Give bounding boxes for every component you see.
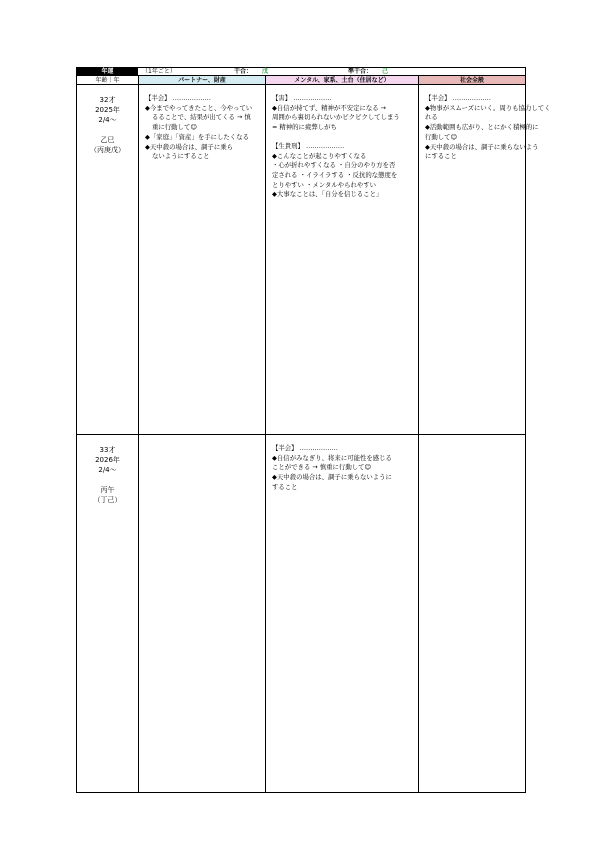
- text-line: 周囲から裏切られないかビクビクしてしまう: [272, 113, 400, 122]
- text-line: ・心が折れやすくなる ・自分のやり方を否: [272, 161, 396, 170]
- text-line: るることで、結果が出てくる → 慎: [152, 113, 251, 122]
- text-line: ◆自信がみなぎり、将来に可能性を感じる: [272, 453, 392, 462]
- text-line: 【生貴刑】 ………………: [272, 141, 345, 150]
- kango-label: 干合：: [234, 67, 253, 75]
- spacer: [77, 125, 138, 135]
- age-cell: [76, 435, 138, 792]
- col-age-header: 年齢｜年: [76, 76, 138, 84]
- eto-text: 丙午: [100, 486, 115, 494]
- nenun-label: 年運: [76, 68, 138, 75]
- mental-cell: [265, 435, 418, 792]
- spacer: [272, 133, 413, 142]
- title-row-info: [138, 68, 526, 75]
- text-line: ◆物事がスムーズにいく。周りも協力してく: [425, 103, 551, 112]
- junkango-label: 準干合：: [348, 67, 373, 75]
- text-line: ◆活動範囲も広がり、とにかく積極的に: [425, 123, 539, 132]
- text-line: ◆今までやってきたこと、今やってい: [145, 103, 253, 112]
- date-text: 2/4～: [98, 466, 117, 474]
- col-social-header: 社会全般: [418, 76, 526, 84]
- text-line: ◆天中殺の場合は、調子に乗らないよう: [425, 142, 539, 151]
- annual-fortune-table: [76, 67, 551, 793]
- col-partner-header: パートナー、財産: [138, 76, 265, 84]
- partner-cell: [138, 435, 265, 792]
- text-line: 【半会】 ………………: [425, 94, 491, 102]
- text-line: ◆こんなことが起こりやすくなる: [272, 151, 367, 160]
- social-cell: [418, 435, 526, 792]
- kango-value: 戊: [262, 67, 269, 75]
- title-row: [76, 67, 526, 75]
- text-line: ◆「家庭」「資産」を手にしたくなる: [145, 132, 249, 141]
- col-mental-header: メンタル、家系、土台（住居など）: [265, 76, 418, 84]
- text-line: 定される ・イライラする ・反抗的な態度を: [272, 170, 398, 179]
- age-text: 33才: [99, 446, 116, 454]
- interval-note: （1年ごと）: [142, 67, 176, 75]
- age-text: 32才: [99, 96, 116, 104]
- zokan-text: （丙庚戊）: [90, 146, 125, 154]
- eto-text: 乙巳: [100, 136, 115, 144]
- text-line: れる: [425, 113, 438, 122]
- text-line: = 精神的に疲弊しがち: [272, 123, 337, 132]
- text-line: ◆大事なことは、「自分を信じること」: [272, 190, 383, 199]
- date-text: 2/4～: [98, 116, 117, 124]
- text-line: ◆自信が持てず、精神が不安定になる →: [272, 103, 387, 112]
- partner-cell: [138, 85, 265, 434]
- spacer: [77, 475, 138, 485]
- table-row: [76, 85, 551, 435]
- text-line: にすること: [425, 152, 457, 161]
- text-line: ことができる → 慎重に行動して☺: [272, 463, 372, 472]
- age-cell: [76, 85, 138, 434]
- zokan-text: （丁己）: [93, 496, 122, 504]
- column-header-row: [76, 75, 526, 85]
- text-line: 【半会】 ………………: [272, 444, 338, 452]
- text-line: 行動して☺: [425, 132, 458, 141]
- social-cell: [418, 85, 551, 434]
- text-line: 【半会】 ………………: [145, 94, 211, 102]
- text-line: すること: [272, 482, 298, 491]
- text-line: 【害】 ………………: [272, 94, 332, 102]
- junkango-value: 己: [382, 67, 389, 75]
- text-line: とりやすい ・メンタルやられやすい: [272, 180, 377, 189]
- text-line: ◆天中殺の場合は、調子に乗ら: [145, 142, 233, 151]
- text-line: 重に行動して☺: [152, 123, 198, 132]
- table-row: [76, 435, 526, 793]
- text-line: ないようにすること: [152, 152, 210, 161]
- year-text: 2025年: [95, 106, 120, 114]
- mental-cell: [265, 85, 418, 434]
- year-text: 2026年: [95, 456, 120, 464]
- text-line: ◆天中殺の場合は、調子に乗らないように: [272, 473, 392, 482]
